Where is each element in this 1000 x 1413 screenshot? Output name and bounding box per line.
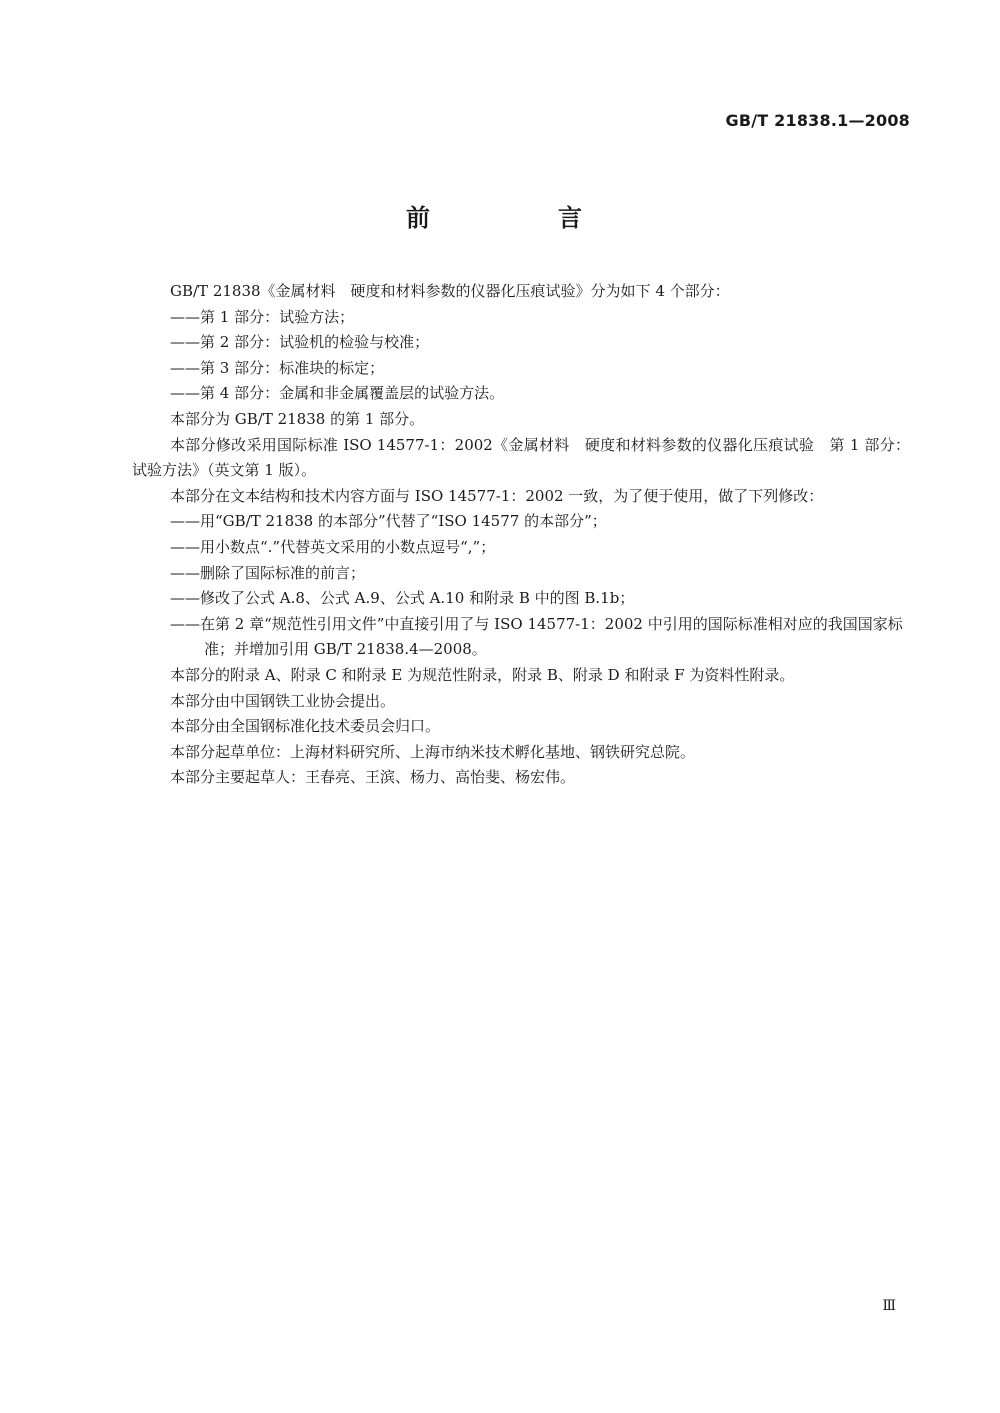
paragraph-annexes: 本部分的附录 A、附录 C 和附录 E 为规范性附录，附录 B、附录 D 和附录 F 为资料性附录。 [170,665,795,684]
standard-number: GB/T 21838.1—2008 [725,111,910,130]
list-item-part-2: ——第 2 部分：试验机的检验与校准； [170,333,430,352]
page-number: Ⅲ [882,1298,896,1314]
list-item-part-3: ——第 3 部分：标准块的标定； [170,358,385,377]
paragraph-intro: GB/T 21838《金属材料 硬度和材料参数的仪器化压痕试验》分为如下 4 个部分： [170,282,730,300]
paragraph-scope: 本部分为 GB/T 21838 的第 1 部分。 [170,409,425,428]
paragraph-drafters: 本部分主要起草人：王春亮、王滨、杨力、高怡斐、杨宏伟。 [170,768,576,787]
paragraph-drafting-units: 本部分起草单位：上海材料研究所、上海市纳米技术孵化基地、钢铁研究总院。 [170,742,696,761]
list-item-mod-4: ——修改了公式 A.8、公式 A.9、公式 A.10 和附录 B 中的图 B.1b； [170,589,635,608]
paragraph-adoption: 本部分修改采用国际标准 ISO 14577-1：2002《金属材料 硬度和材料参数的仪器化压痕试验 第 1 部分：试验方法》（英文第 1 版）。 [132,435,910,480]
page-title: 前 言 [406,204,634,232]
foreword-body [132,279,910,791]
list-item-mod-2: ——用小数点“.”代替英文采用的小数点逗号“,”； [170,537,496,556]
list-item-part-4: ——第 4 部分：金属和非金属覆盖层的试验方法。 [170,384,505,403]
paragraph-committee: 本部分由全国钢标准化技术委员会归口。 [170,717,441,736]
list-item-mod-3: ——删除了国际标准的前言； [170,563,366,582]
list-item-mod-1: ——用“GB/T 21838 的本部分”代替了“ISO 14577 的本部分”； [170,512,607,531]
paragraph-modifications: 本部分在文本结构和技术内容方面与 ISO 14577-1：2002 一致，为了便于使用，做了下列修改： [170,486,824,505]
paragraph-proposer: 本部分由中国钢铁工业协会提出。 [170,691,396,710]
list-item-part-1: ——第 1 部分：试验方法； [170,307,355,326]
list-item-mod-5: ——在第 2 章“规范性引用文件”中直接引用了与 ISO 14577-1：2002 中引用的国际标准相对应的我国国家标准；并增加引用 GB/T 21838.4—2008。 [170,614,903,659]
